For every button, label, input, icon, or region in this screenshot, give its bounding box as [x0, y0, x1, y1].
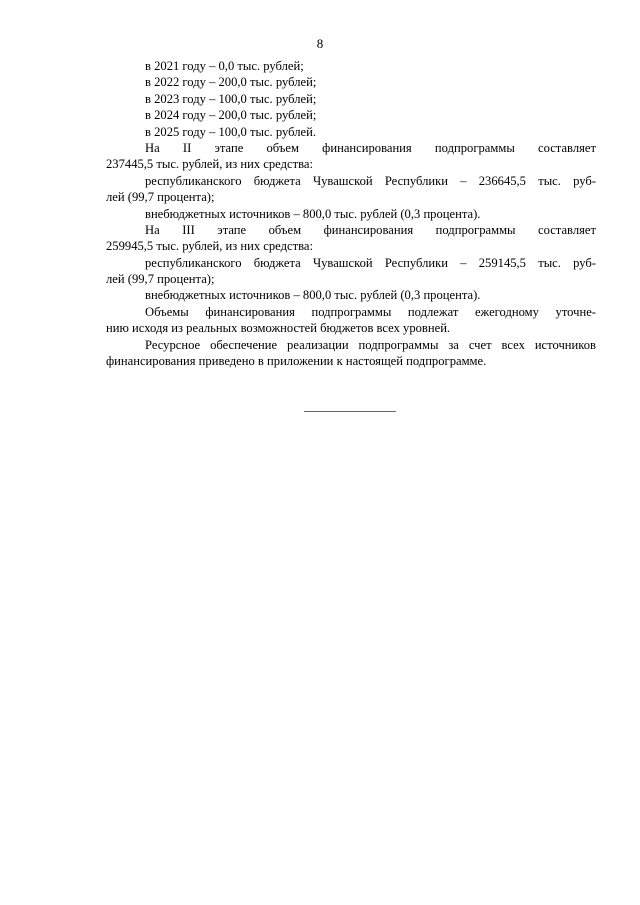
funding-2023-line: в 2023 году – 100,0 тыс. рублей; [145, 91, 317, 106]
stage-3-republic-budget-cont-line: лей (99,7 процента); [106, 272, 215, 287]
funding-2022-line: в 2022 году – 200,0 тыс. рублей; [145, 75, 317, 90]
stage-3-heading-line: На III этапе объем финансирования подпрограммы составляет [145, 222, 596, 237]
stage-3-total-line: 259945,5 тыс. рублей, из них средства: [106, 239, 313, 254]
separator-line [304, 411, 396, 412]
funding-2024-line: в 2024 году – 200,0 тыс. рублей; [145, 108, 317, 123]
annual-adjustment-cont-line: нию исходя из реальных возможностей бюджетов всех уровней. [106, 321, 451, 336]
resource-support-cont-line: финансирования приведено в приложении к настоящей подпрограмме. [106, 354, 487, 369]
stage-2-heading-line: На II этапе объем финансирования подпрограммы составляет [145, 140, 596, 155]
stage-2-total-line: 237445,5 тыс. рублей, из них средства: [106, 157, 313, 172]
stage-3-extrabudget-line: внебюджетных источников – 800,0 тыс. рублей (0,3 процента). [145, 288, 481, 303]
stage-2-extrabudget-line: внебюджетных источников – 800,0 тыс. рублей (0,3 процента). [145, 206, 481, 221]
stage-2-republic-budget-line: республиканского бюджета Чувашской Республики – 236645,5 тыс. руб- [145, 173, 596, 188]
resource-support-line: Ресурсное обеспечение реализации подпрограммы за счет всех источников [145, 337, 596, 352]
funding-2025-line: в 2025 году – 100,0 тыс. рублей. [145, 124, 316, 139]
stage-2-republic-budget-cont-line: лей (99,7 процента); [106, 190, 215, 205]
funding-2021-line: в 2021 году – 0,0 тыс. рублей; [145, 59, 304, 73]
document-body [106, 58, 596, 369]
page-number: 8 [316, 36, 324, 51]
annual-adjustment-line: Объемы финансирования подпрограммы подлежат ежегодному уточне- [145, 304, 596, 319]
stage-3-republic-budget-line: республиканского бюджета Чувашской Республики – 259145,5 тыс. руб- [145, 255, 596, 270]
